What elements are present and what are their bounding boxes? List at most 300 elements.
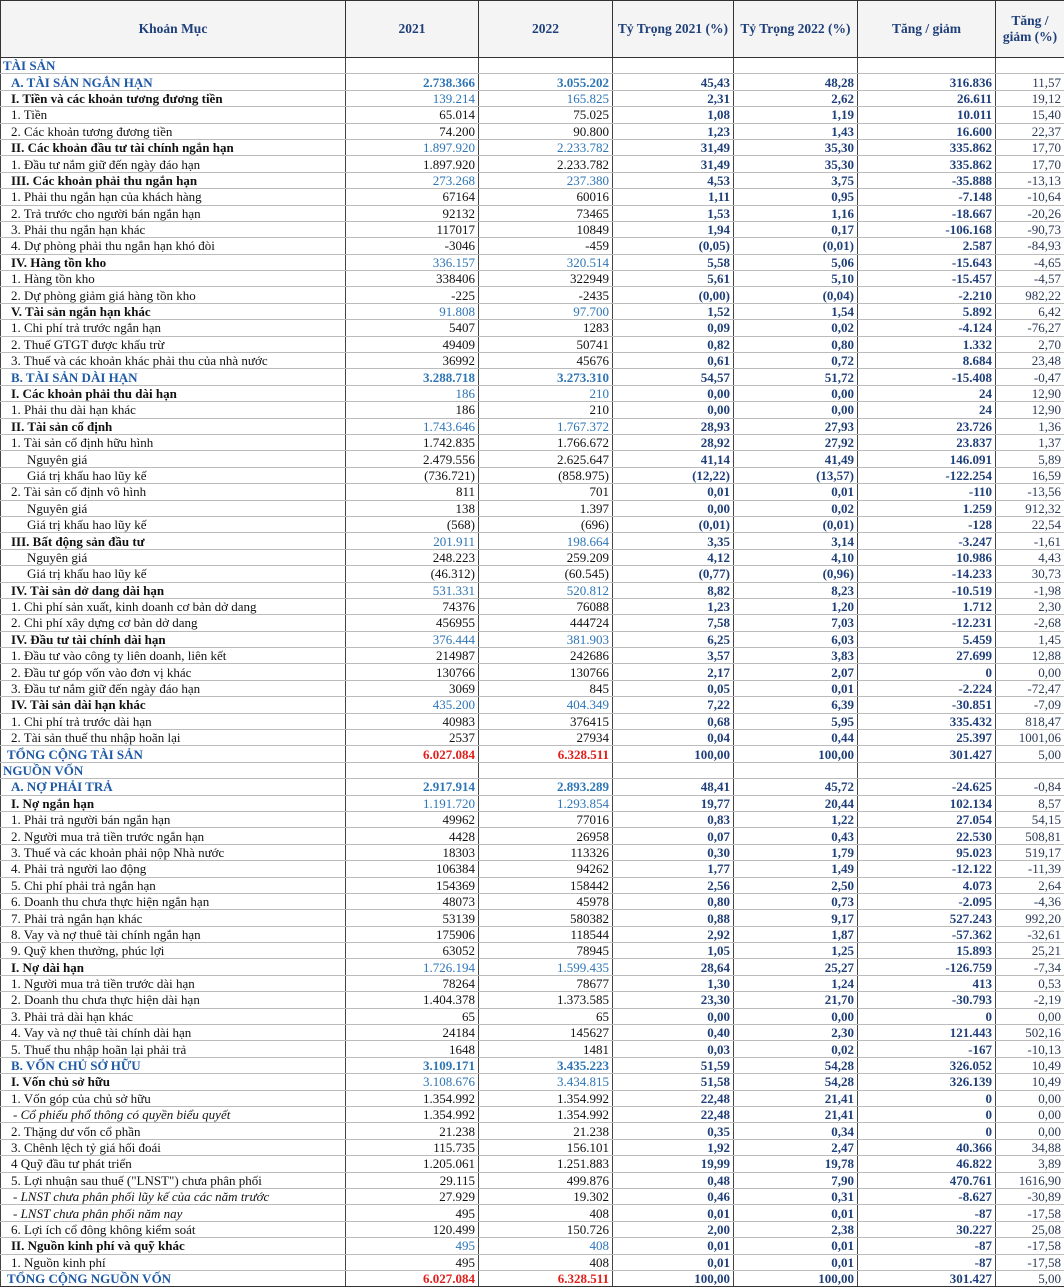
value-2021: 6.027.084 <box>346 746 479 762</box>
item-label: TỔNG CỘNG NGUỒN VỐN <box>1 1270 346 1286</box>
value-2021: 106384 <box>346 861 479 877</box>
share-2022: (0,04) <box>734 287 858 303</box>
share-2021: 0,01 <box>613 1238 734 1254</box>
share-2021: 0,05 <box>613 680 734 696</box>
value-2022: 242686 <box>479 648 613 664</box>
value-2021: 6.027.084 <box>346 1270 479 1286</box>
change-pct: -17,58 <box>996 1205 1064 1221</box>
change: 470.761 <box>858 1172 996 1188</box>
change-pct: -10,13 <box>996 1041 1064 1057</box>
value-2022: 145627 <box>479 1025 613 1041</box>
value-2022: 3.435.223 <box>479 1057 613 1073</box>
item-label: - LNST chưa phân phối năm nay <box>1 1205 346 1221</box>
change-pct: 912,32 <box>996 500 1064 516</box>
share-2021: 2,00 <box>613 1221 734 1237</box>
share-2021: 1,92 <box>613 1139 734 1155</box>
share-2021: (0,05) <box>613 238 734 254</box>
change-pct: 992,20 <box>996 910 1064 926</box>
item-label: 1. Chi phí sản xuất, kinh doanh cơ bản dở dang <box>1 598 346 614</box>
change-pct: 5,00 <box>996 746 1064 762</box>
table-row <box>1 516 1064 532</box>
share-2021: 2,56 <box>613 877 734 893</box>
change-pct: -90,73 <box>996 221 1064 237</box>
section-row <box>1 762 1064 778</box>
change-pct: 10,49 <box>996 1057 1064 1073</box>
share-2022: 54,28 <box>734 1057 858 1073</box>
table-row <box>1 205 1064 221</box>
change: 121.443 <box>858 1025 996 1041</box>
value-2022: -2435 <box>479 287 613 303</box>
item-label: 1. Người mua trả tiền trước dài hạn <box>1 975 346 991</box>
value-2021: 3069 <box>346 680 479 696</box>
value-2021: (46.312) <box>346 566 479 582</box>
change: -57.362 <box>858 926 996 942</box>
value-2021: 78264 <box>346 975 479 991</box>
value-2022: 1.354.992 <box>479 1107 613 1123</box>
change: 24 <box>858 402 996 418</box>
value-2022 <box>479 762 613 778</box>
share-2022: 2,47 <box>734 1139 858 1155</box>
change: 335.862 <box>858 156 996 172</box>
item-label: 5. Thuế thu nhập hoãn lại phải trả <box>1 1041 346 1057</box>
value-2022: 404.349 <box>479 697 613 713</box>
table-row <box>1 353 1064 369</box>
change: 95.023 <box>858 844 996 860</box>
share-2022: 51,72 <box>734 369 858 385</box>
value-2021: 48073 <box>346 893 479 909</box>
value-2021: 456955 <box>346 615 479 631</box>
change: -2.224 <box>858 680 996 696</box>
change: 1.712 <box>858 598 996 614</box>
table-row <box>1 1156 1064 1172</box>
item-label: I. Tiền và các khoản tương đương tiền <box>1 90 346 106</box>
share-2021: 0,04 <box>613 730 734 746</box>
share-2022: 2,50 <box>734 877 858 893</box>
change-pct: 0,00 <box>996 1090 1064 1106</box>
table-row <box>1 500 1064 516</box>
value-2021: 3.109.171 <box>346 1057 479 1073</box>
value-2022: 1.293.854 <box>479 795 613 811</box>
value-2021: 139.214 <box>346 90 479 106</box>
change: -18.667 <box>858 205 996 221</box>
value-2021: 1.354.992 <box>346 1090 479 1106</box>
value-2022: 77016 <box>479 811 613 827</box>
share-2021: 48,41 <box>613 779 734 795</box>
item-label: 1. Chi phí trả trước ngắn hạn <box>1 320 346 336</box>
value-2022: 118544 <box>479 926 613 942</box>
share-2022: 6,39 <box>734 697 858 713</box>
value-2022: 444724 <box>479 615 613 631</box>
item-label: 1. Phải thu ngắn hạn của khách hàng <box>1 189 346 205</box>
value-2021: 1.191.720 <box>346 795 479 811</box>
share-2022: 1,43 <box>734 123 858 139</box>
change: -12.231 <box>858 615 996 631</box>
table-row <box>1 467 1064 483</box>
header-share-2021: Tỷ Trọng 2021 (%) <box>613 1 734 58</box>
share-2022: (0,01) <box>734 238 858 254</box>
value-2022: 94262 <box>479 861 613 877</box>
change-pct: 1616,90 <box>996 1172 1064 1188</box>
change: 0 <box>858 1107 996 1123</box>
change-pct: -0,47 <box>996 369 1064 385</box>
value-2021: 338406 <box>346 271 479 287</box>
value-2022: 408 <box>479 1238 613 1254</box>
share-2022: 1,54 <box>734 303 858 319</box>
item-label: 1. Nguồn kinh phí <box>1 1254 346 1270</box>
share-2022 <box>734 58 858 74</box>
table-row <box>1 795 1064 811</box>
share-2021: 19,77 <box>613 795 734 811</box>
share-2022 <box>734 762 858 778</box>
change: -2.095 <box>858 893 996 909</box>
item-label: 2. Thặng dư vốn cổ phần <box>1 1123 346 1139</box>
change-pct: 2,70 <box>996 336 1064 352</box>
value-2021: (736.721) <box>346 467 479 483</box>
value-2022: 156.101 <box>479 1139 613 1155</box>
change-pct: 25,21 <box>996 943 1064 959</box>
value-2022: 845 <box>479 680 613 696</box>
change: 23.837 <box>858 434 996 450</box>
value-2021 <box>346 762 479 778</box>
change: 24 <box>858 385 996 401</box>
value-2022: 408 <box>479 1205 613 1221</box>
value-2021: 1.743.646 <box>346 418 479 434</box>
table-row <box>1 582 1064 598</box>
item-label: 1. Đầu tư nắm giữ đến ngày đáo hạn <box>1 156 346 172</box>
share-2021: 6,25 <box>613 631 734 647</box>
change-pct: 1,37 <box>996 434 1064 450</box>
change: 301.427 <box>858 1270 996 1286</box>
table-row <box>1 549 1064 565</box>
value-2022: 322949 <box>479 271 613 287</box>
table-row <box>1 172 1064 188</box>
share-2022: 54,28 <box>734 1074 858 1090</box>
table-row <box>1 74 1064 90</box>
share-2022: 2,07 <box>734 664 858 680</box>
value-2022: 10849 <box>479 221 613 237</box>
share-2022: 0,31 <box>734 1188 858 1204</box>
table-row <box>1 811 1064 827</box>
share-2022: 100,00 <box>734 1270 858 1286</box>
change: 16.600 <box>858 123 996 139</box>
share-2022: 2,62 <box>734 90 858 106</box>
value-2021: 63052 <box>346 943 479 959</box>
share-2022: 1,16 <box>734 205 858 221</box>
share-2022: 3,75 <box>734 172 858 188</box>
table-row <box>1 877 1064 893</box>
change: -106.168 <box>858 221 996 237</box>
share-2021: 2,92 <box>613 926 734 942</box>
value-2022: 2.893.289 <box>479 779 613 795</box>
share-2021: 0,82 <box>613 336 734 352</box>
item-label: 1. Phải thu dài hạn khác <box>1 402 346 418</box>
value-2021: 214987 <box>346 648 479 664</box>
value-2021: 811 <box>346 484 479 500</box>
item-label: 2. Trả trước cho người bán ngắn hạn <box>1 205 346 221</box>
table-row <box>1 139 1064 155</box>
change: 326.052 <box>858 1057 996 1073</box>
table-row <box>1 303 1064 319</box>
value-2022: 90.800 <box>479 123 613 139</box>
change-pct: 34,88 <box>996 1139 1064 1155</box>
change-pct: -7,34 <box>996 959 1064 975</box>
value-2022: 19.302 <box>479 1188 613 1204</box>
table-row <box>1 533 1064 549</box>
change-pct: -17,58 <box>996 1254 1064 1270</box>
change-pct: 982,22 <box>996 287 1064 303</box>
share-2022: (0,96) <box>734 566 858 582</box>
share-2021: 41,14 <box>613 451 734 467</box>
value-2021: 138 <box>346 500 479 516</box>
value-2021: 49962 <box>346 811 479 827</box>
share-2022: 9,17 <box>734 910 858 926</box>
value-2021: 154369 <box>346 877 479 893</box>
table-row <box>1 369 1064 385</box>
value-2022: 76088 <box>479 598 613 614</box>
item-label: IV. Hàng tồn kho <box>1 254 346 270</box>
item-label: 4. Phải trả người lao động <box>1 861 346 877</box>
change: 301.427 <box>858 746 996 762</box>
change: -35.888 <box>858 172 996 188</box>
share-2021: 51,59 <box>613 1057 734 1073</box>
change: -15.457 <box>858 271 996 287</box>
item-label: 3. Đầu tư nắm giữ đến ngày đáo hạn <box>1 680 346 696</box>
share-2022: 8,23 <box>734 582 858 598</box>
table-row <box>1 598 1064 614</box>
share-2021: 1,52 <box>613 303 734 319</box>
value-2022: 50741 <box>479 336 613 352</box>
value-2022: -459 <box>479 238 613 254</box>
share-2022: 0,01 <box>734 1238 858 1254</box>
item-label: 3. Phải thu ngắn hạn khác <box>1 221 346 237</box>
change <box>858 58 996 74</box>
share-2022: 3,14 <box>734 533 858 549</box>
share-2022: 0,00 <box>734 385 858 401</box>
value-2022: 320.514 <box>479 254 613 270</box>
value-2021: 531.331 <box>346 582 479 598</box>
change-pct: 23,48 <box>996 353 1064 369</box>
header-share-2022: Tỷ Trọng 2022 (%) <box>734 1 858 58</box>
share-2021: 1,23 <box>613 598 734 614</box>
value-2021: 24184 <box>346 1025 479 1041</box>
section-row <box>1 58 1064 74</box>
change: 8.684 <box>858 353 996 369</box>
share-2021: 1,11 <box>613 189 734 205</box>
change: 40.366 <box>858 1139 996 1155</box>
share-2021: 3,57 <box>613 648 734 664</box>
value-2022: 701 <box>479 484 613 500</box>
share-2022: 20,44 <box>734 795 858 811</box>
change: -30.793 <box>858 992 996 1008</box>
item-label: I. Nợ ngắn hạn <box>1 795 346 811</box>
share-2021: 0,61 <box>613 353 734 369</box>
change-pct: 25,08 <box>996 1221 1064 1237</box>
item-label: 2. Tài sản cố định vô hình <box>1 484 346 500</box>
change: 413 <box>858 975 996 991</box>
value-2022: 198.664 <box>479 533 613 549</box>
value-2022: 237.380 <box>479 172 613 188</box>
table-row <box>1 271 1064 287</box>
value-2022: 97.700 <box>479 303 613 319</box>
value-2021: 1.742.835 <box>346 434 479 450</box>
value-2022: 45978 <box>479 893 613 909</box>
value-2021: 435.200 <box>346 697 479 713</box>
value-2022: 408 <box>479 1254 613 1270</box>
share-2022: 4,10 <box>734 549 858 565</box>
value-2021: 21.238 <box>346 1123 479 1139</box>
share-2022: 100,00 <box>734 746 858 762</box>
table-row <box>1 1025 1064 1041</box>
change-pct: 2,64 <box>996 877 1064 893</box>
change: 27.699 <box>858 648 996 664</box>
item-label: 4. Vay và nợ thuê tài chính dài hạn <box>1 1025 346 1041</box>
value-2021: 27.929 <box>346 1188 479 1204</box>
change-pct: 0,00 <box>996 664 1064 680</box>
value-2022: 158442 <box>479 877 613 893</box>
item-label: 2. Đầu tư góp vốn vào đơn vị khác <box>1 664 346 680</box>
change-pct: 17,70 <box>996 139 1064 155</box>
change-pct: -32,61 <box>996 926 1064 942</box>
value-2022 <box>479 58 613 74</box>
share-2022: 1,79 <box>734 844 858 860</box>
share-2022: 0,44 <box>734 730 858 746</box>
table-row <box>1 926 1064 942</box>
share-2022: 1,25 <box>734 943 858 959</box>
value-2021: 1.354.992 <box>346 1107 479 1123</box>
share-2021: 7,22 <box>613 697 734 713</box>
change-pct: 0,00 <box>996 1107 1064 1123</box>
share-2021: 22,48 <box>613 1107 734 1123</box>
change-pct: 508,81 <box>996 828 1064 844</box>
change-pct: 502,16 <box>996 1025 1064 1041</box>
table-row <box>1 156 1064 172</box>
value-2021: 91.808 <box>346 303 479 319</box>
value-2022: 78945 <box>479 943 613 959</box>
item-label: 1. Vốn góp của chủ sở hữu <box>1 1090 346 1106</box>
value-2021: 117017 <box>346 221 479 237</box>
share-2022: 5,95 <box>734 713 858 729</box>
change-pct: 22,37 <box>996 123 1064 139</box>
change: 335.862 <box>858 139 996 155</box>
value-2021: 1.404.378 <box>346 992 479 1008</box>
table-row <box>1 680 1064 696</box>
change: 326.139 <box>858 1074 996 1090</box>
change-pct: -2,19 <box>996 992 1064 1008</box>
change: -128 <box>858 516 996 532</box>
change: 10.011 <box>858 107 996 123</box>
share-2021: 0,00 <box>613 402 734 418</box>
change-pct: 519,17 <box>996 844 1064 860</box>
change: 15.893 <box>858 943 996 959</box>
item-label: 8. Vay và nợ thuê tài chính ngắn hạn <box>1 926 346 942</box>
share-2022: 0,01 <box>734 484 858 500</box>
share-2021: 1,53 <box>613 205 734 221</box>
share-2022: 0,95 <box>734 189 858 205</box>
table-row <box>1 943 1064 959</box>
item-label: 4. Dự phòng phải thu ngắn hạn khó đòi <box>1 238 346 254</box>
change-pct: 6,42 <box>996 303 1064 319</box>
item-label: 1. Tài sản cố định hữu hình <box>1 434 346 450</box>
table-row <box>1 615 1064 631</box>
share-2021: 28,92 <box>613 434 734 450</box>
table-row <box>1 631 1064 647</box>
change: -167 <box>858 1041 996 1057</box>
item-label: 3. Phải trả dài hạn khác <box>1 1008 346 1024</box>
share-2022: 25,27 <box>734 959 858 975</box>
item-label: A. NỢ PHẢI TRẢ <box>1 779 346 795</box>
change-pct: -76,27 <box>996 320 1064 336</box>
share-2021: (0,77) <box>613 566 734 582</box>
share-2021: 45,43 <box>613 74 734 90</box>
share-2021: 1,30 <box>613 975 734 991</box>
item-label: 5. Chi phí phải trả ngắn hạn <box>1 877 346 893</box>
change: -10.519 <box>858 582 996 598</box>
item-label: 2. Tài sản thuế thu nhập hoãn lại <box>1 730 346 746</box>
share-2022: 6,03 <box>734 631 858 647</box>
share-2021: 8,82 <box>613 582 734 598</box>
change: 335.432 <box>858 713 996 729</box>
change: -30.851 <box>858 697 996 713</box>
item-label: B. VỐN CHỦ SỞ HỮU <box>1 1057 346 1073</box>
change-pct: 1,45 <box>996 631 1064 647</box>
item-label: 1. Tiền <box>1 107 346 123</box>
table-row <box>1 893 1064 909</box>
share-2022: 1,20 <box>734 598 858 614</box>
table-row <box>1 910 1064 926</box>
item-label: A. TÀI SẢN NGẮN HẠN <box>1 74 346 90</box>
change-pct: -0,84 <box>996 779 1064 795</box>
value-2022: 27934 <box>479 730 613 746</box>
change: 5.892 <box>858 303 996 319</box>
item-label: IV. Tài sản dài hạn khác <box>1 697 346 713</box>
share-2021 <box>613 762 734 778</box>
share-2021: (0,01) <box>613 516 734 532</box>
value-2021: 1.726.194 <box>346 959 479 975</box>
table-row <box>1 123 1064 139</box>
table-row <box>1 287 1064 303</box>
share-2021: 7,58 <box>613 615 734 631</box>
value-2021: 120.499 <box>346 1221 479 1237</box>
item-label: 2. Người mua trả tiền trước ngắn hạn <box>1 828 346 844</box>
change: 0 <box>858 1008 996 1024</box>
share-2021: 51,58 <box>613 1074 734 1090</box>
change: 27.054 <box>858 811 996 827</box>
change-pct: -84,93 <box>996 238 1064 254</box>
item-label: Giá trị khấu hao lũy kế <box>1 566 346 582</box>
share-2022: 41,49 <box>734 451 858 467</box>
item-label: 6. Doanh thu chưa thực hiện ngắn hạn <box>1 893 346 909</box>
change: 2.587 <box>858 238 996 254</box>
change: -87 <box>858 1205 996 1221</box>
value-2022: 210 <box>479 385 613 401</box>
item-label: NGUỒN VỐN <box>1 762 346 778</box>
item-label: 2. Các khoản tương đương tiền <box>1 123 346 139</box>
value-2021: 40983 <box>346 713 479 729</box>
value-2022: (60.545) <box>479 566 613 582</box>
value-2022: (696) <box>479 516 613 532</box>
item-label: Nguyên giá <box>1 549 346 565</box>
change-pct: 16,59 <box>996 467 1064 483</box>
header-item: Khoản Mục <box>1 1 346 58</box>
value-2022: 1.397 <box>479 500 613 516</box>
value-2021: 1.205.061 <box>346 1156 479 1172</box>
table-row <box>1 1188 1064 1204</box>
change-pct: 1,36 <box>996 418 1064 434</box>
value-2021: 3.108.676 <box>346 1074 479 1090</box>
table-row <box>1 254 1064 270</box>
share-2022: 2,30 <box>734 1025 858 1041</box>
change: -14.233 <box>858 566 996 582</box>
